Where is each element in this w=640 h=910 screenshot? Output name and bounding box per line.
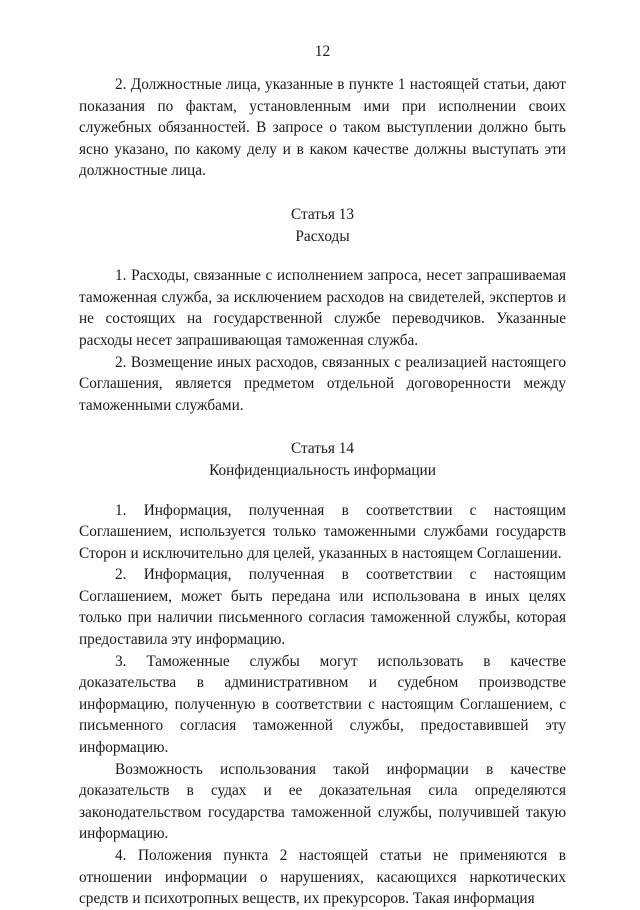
spacer xyxy=(79,482,566,500)
document-body xyxy=(79,74,566,910)
paragraph-article13-item2: 2. Возмещение иных расходов, связанных с реализацией настоящего Соглашения, является предметом отдельной договоренности между таможенными службами. xyxy=(79,353,566,414)
spacer xyxy=(79,247,566,265)
page-number: 12 xyxy=(314,43,331,60)
paragraph-article13-item1: 1. Расходы, связанные с исполнением запроса, несет запрашиваемая таможенная служба, за исключением расходов на свидетелей, экспертов и не состоящих на государственной службе переводчиков. Указанные расходы несет запрашивающая таможенная служба. xyxy=(79,267,566,349)
paragraph-article14-item4: 4. Положения пункта 2 настоящей статьи не применяются в отношении информации о нарушениях, касающихся наркотических средств и психотропных веществ, их прекурсоров. Такая информация xyxy=(79,847,566,908)
spacer xyxy=(79,416,566,438)
paragraph-article14-item2: 2. Информация, полученная в соответствии с настоящим Соглашением, может быть передана или использована в иных целях только при наличии письменного согласия таможенной службы, которая предоставила эту информацию. xyxy=(79,566,566,649)
article-13-number: Статья 13 xyxy=(290,205,355,223)
article-14-title: Конфиденциальность информации xyxy=(209,461,436,479)
article-14-number: Статья 14 xyxy=(290,440,355,458)
paragraph-article12-item2: 2. Должностные лица, указанные в пункте 1 настоящей статьи, дают показания по фактам, установленным ими при исполнении своих служебных обязанностей. В запросе о таком выступлении должно быть ясно указано, по какому делу и в каком качестве должны выступать эти должностные лица. xyxy=(79,76,566,180)
article-13-title: Расходы xyxy=(295,227,350,245)
paragraph-article14-item3-continued: Возможность использования такой информации в качестве доказательств в судах и ее доказательная сила определяются законодательством государства таможенной службы, получившей такую информацию. xyxy=(79,760,566,843)
paragraph-article14-item1: 1. Информация, полученная в соответствии с настоящим Соглашением, используется только таможенными службами государств Сторон и исключительно для целей, указанных в настоящем Соглашении. xyxy=(79,501,566,562)
paragraph-article14-item3: 3. Таможенные службы могут использовать в качестве доказательства в административном и судебном производстве информацию, полученную в соответствии с настоящим Соглашением, с письменного согласия таможенной службы, предоставившей эту информацию. xyxy=(79,652,566,757)
spacer xyxy=(79,182,566,204)
